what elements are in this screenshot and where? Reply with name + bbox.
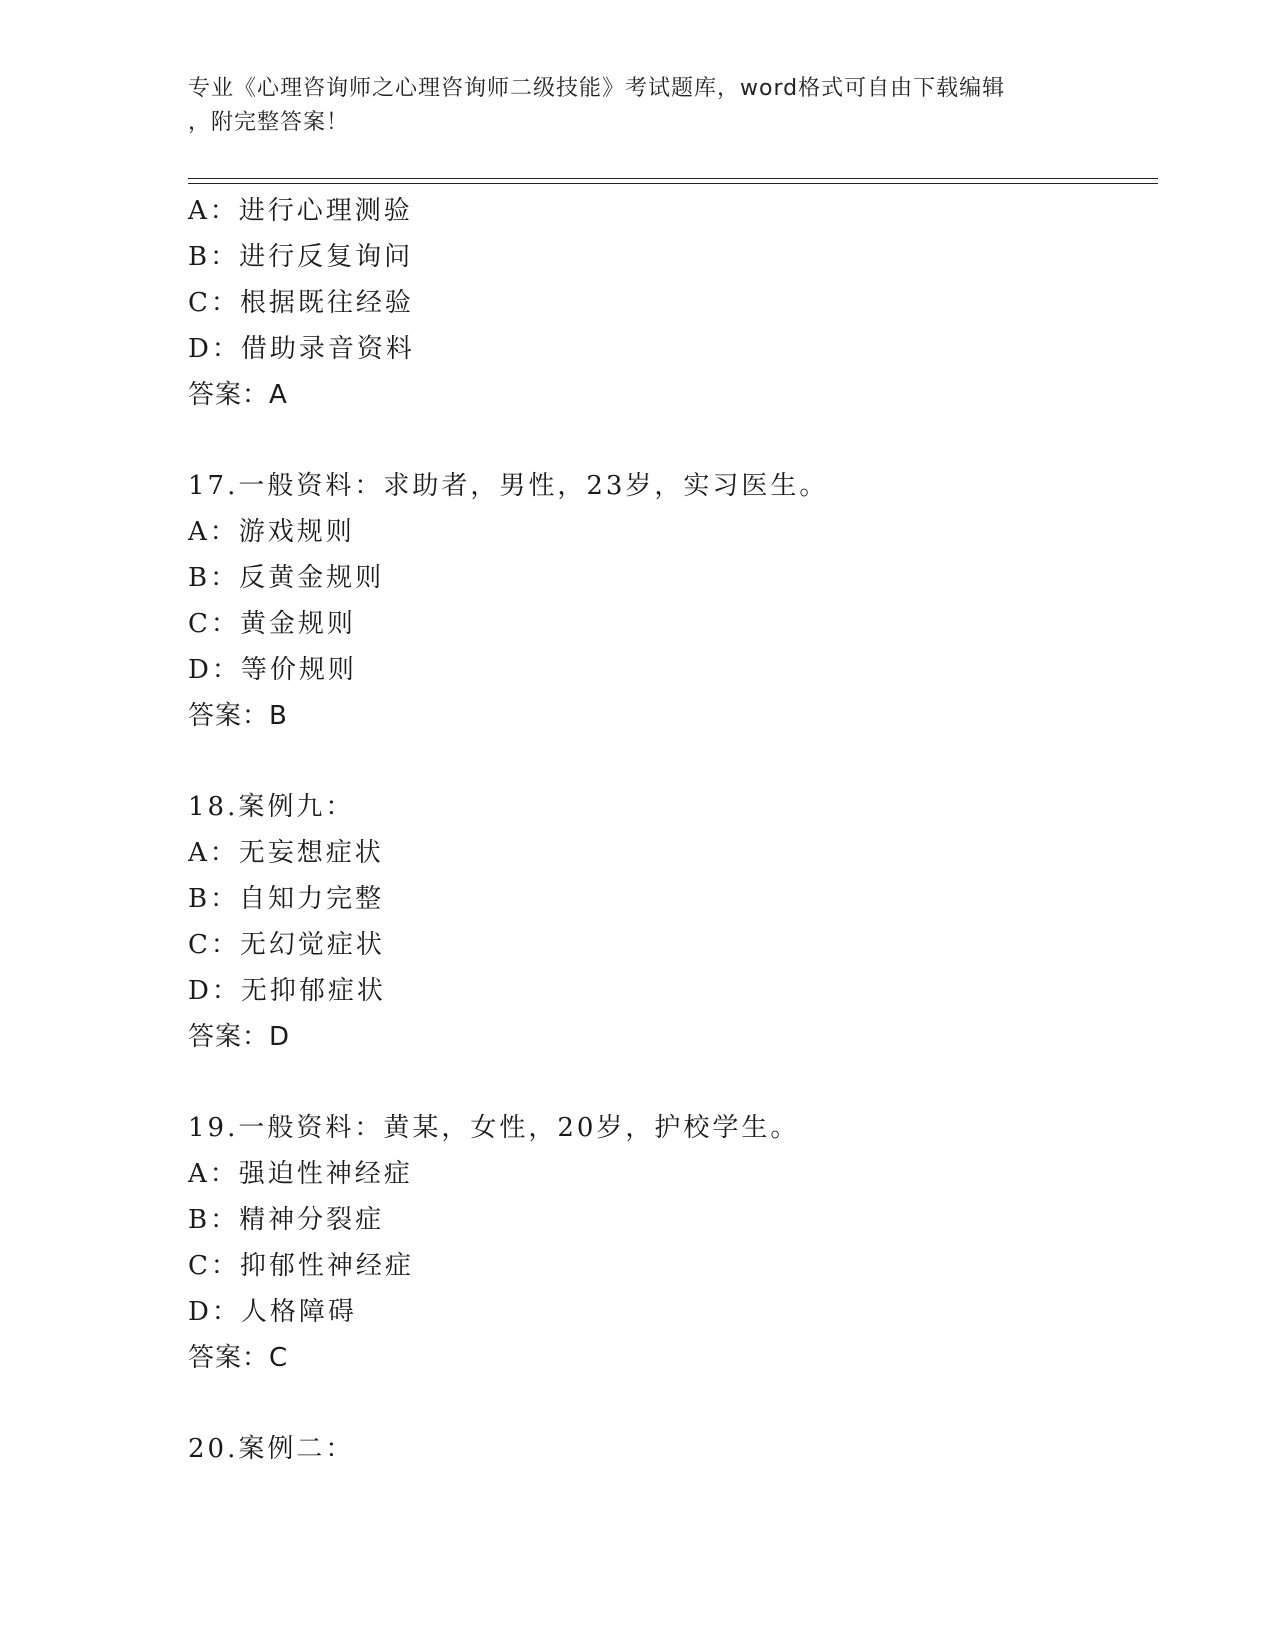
header-divider-bottom (188, 183, 1158, 184)
option-d: D：无抑郁症状 (188, 976, 386, 1006)
option-c: C：无幻觉症状 (188, 930, 385, 960)
document-header (188, 72, 1088, 140)
answer-line: 答案：D (188, 1022, 291, 1052)
question-stem: 20.案例二： (188, 1434, 355, 1464)
spacer (188, 1381, 1148, 1426)
option-c: C：根据既往经验 (188, 288, 414, 318)
question-list (188, 188, 1148, 1472)
spacer (188, 1060, 1148, 1105)
option-b: B：反黄金规则 (188, 563, 385, 593)
option-a: A：强迫性神经症 (188, 1159, 413, 1189)
question-block-continued (188, 188, 1148, 418)
option-b: B：精神分裂症 (188, 1205, 385, 1235)
option-a: A：进行心理测验 (188, 196, 413, 226)
option-b: B：进行反复询问 (188, 242, 414, 272)
option-c: C：黄金规则 (188, 609, 356, 639)
spacer (188, 418, 1148, 463)
header-line-2: ，附完整答案！ (188, 110, 350, 135)
option-c: C：抑郁性神经症 (188, 1251, 414, 1281)
question-17 (188, 463, 1148, 739)
option-a: A：游戏规则 (188, 517, 355, 547)
option-a: A：无妄想症状 (188, 838, 384, 868)
header-line-1: 专业《心理咨询师之心理咨询师二级技能》考试题库，word格式可自由下载编辑 (188, 76, 1006, 101)
question-stem: 19.一般资料：黄某，女性，20岁，护校学生。 (188, 1113, 800, 1143)
question-20 (188, 1426, 1148, 1472)
option-d: D：人格障碍 (188, 1297, 357, 1327)
answer-line: 答案：C (188, 1343, 289, 1373)
option-d: D：借助录音资料 (188, 334, 415, 364)
question-stem: 18.案例九： (188, 792, 355, 822)
question-19 (188, 1105, 1148, 1381)
question-stem: 17.一般资料：求助者，男性，23岁，实习医生。 (188, 471, 829, 501)
question-18 (188, 784, 1148, 1060)
answer-line: 答案：A (188, 380, 288, 410)
header-divider-top (188, 178, 1158, 179)
option-d: D：等价规则 (188, 655, 357, 685)
option-b: B：自知力完整 (188, 884, 385, 914)
answer-line: 答案：B (188, 701, 288, 731)
spacer (188, 739, 1148, 784)
